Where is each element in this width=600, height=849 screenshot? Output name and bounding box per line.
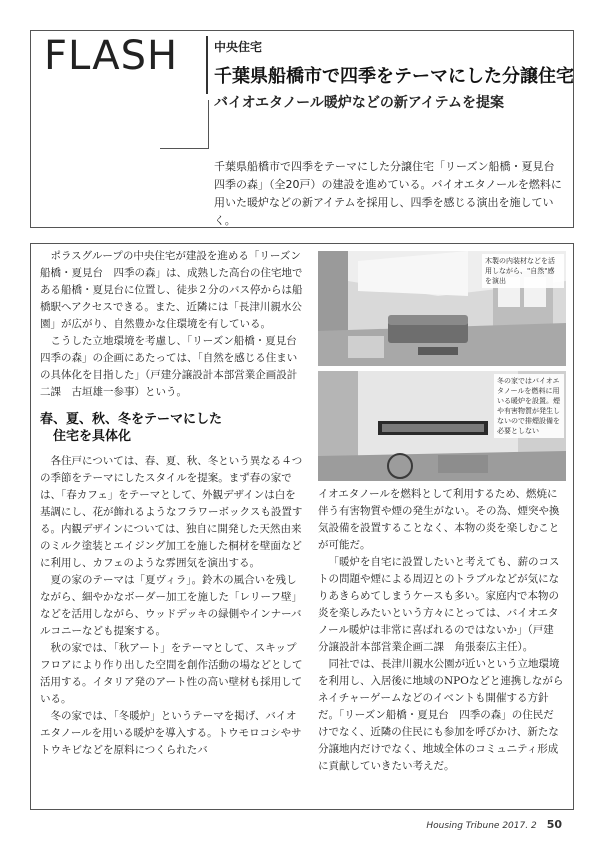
paragraph: ポラスグループの中央住宅が建設を進める「リーズン船橋・夏見台 四季の森」は、成熟した高台の住宅地である船橋・夏見台に位置し、徒歩２分のバス停からは船橋駅へアクセスできる。また、近隣には「長津川親水公園」が広がり、自然豊かな住環境を有している。 [40,250,303,330]
right-column [318,486,564,775]
paragraph: 冬の家では、「冬暖炉」というテーマを掲げ、バイオエタノールを用いる暖炉を導入する。トウモロコシやサトウキビなどを原料につくられたバ [40,710,302,756]
article-subtitle: バイオエタノール暖炉などの新アイテムを提案 [214,95,504,111]
page-number: 50 [546,818,562,831]
publication-name: Housing Tribune 2017. 2 [426,821,537,831]
left-column [40,248,308,759]
paragraph: 同社では、長津川親水公園が近いという立地環境を利用し、入居後に地域のNPOなどと連携しながらネイチャーゲームなどのイベントも開催する方針だ。「リーズン船橋・夏見台 四季の森」の住民だけでなく、近隣の住民にも参加を呼びかけ、新たな分譲地内だけでなく、地域全体のコミュニティ形成に貢献していきたい考えだ。 [318,658,564,772]
article-lead [214,158,564,230]
paragraph: 各住戸については、春、夏、秋、冬という異なる４つの季節をテーマにしたスタイルを提案。まず春の家では、「春カフェ」をテーマとして、外観デザインは白を基調にし、花が飾れるようなフラワーボックスも設置する。内観デザインについては、独自に開発した天然由来のミルク塗装とエイジング加工を施した桐材を壁面などに利用し、カフェのような雰囲気を演出する。 [40,455,303,569]
lead-line: 千葉県船橋市で四季をテーマにした分譲住宅「リーズン船橋・夏見台 [214,160,555,173]
paragraph: イオエタノールを燃料として利用するため、燃焼に伴う有害物質や煙の発生がない。その為、煙突や換気設備を設置することなく、本物の炎を楽しむことが可能だ。 [318,488,560,551]
photo-caption-1: 木製の内装材などを活用しながら、"自然"感を演出 [482,254,564,288]
subheading-line: 春、夏、秋、冬をテーマにした [40,412,223,427]
subheading [40,411,304,445]
photo-caption-2: 冬の家ではバイオエタノールを燃料に用いる暖炉を設置。煙や有害物質が発生しないので排煙設備を必要としない [494,374,564,438]
flash-divider [206,36,208,94]
header-notch [160,100,209,149]
paragraph: こうした立地環境を考慮し、「リーズン船橋・夏見台 四季の森」の企画にあたっては、「自然を感じる住まいの具体化を目指した」（戸建分譲設計本部営業企画設計二課 古垣雄一参事）という。 [40,335,308,398]
paragraph: 夏の家のテーマは「夏ヴィラ」。鈴木の風合いを残しながら、細やかなボーダー加工を施した「レリーフ壁」などを活用しながら、ウッドデッキの緑側やインナーバルコニーなども提案する。 [40,574,302,637]
paragraph: 秋の家では、「秋アート」をテーマとして、スキップフロアにより作り出した空間を創作活動の場などとして活用する。イタリア発のアート性の高い壁材も採用している。 [40,642,303,705]
section-tag: 中央住宅 [214,40,263,54]
paragraph: 「暖炉を自宅に設置したいと考えても、薪のコストの問題や煙による周辺とのトラブルなどが気になりあきらめてしまうケースも多い。家庭内で本物の炎を楽しみたいという方々にとっては、バイオエタノール暖炉は非常に喜ばれるのではないか」（戸建分譲設計本部営業企画二課 角張泰広主任）。 [318,556,560,653]
lead-line: 用いた暖炉などの新アイテムを採用し、四季を感じる演出を施していく。 [214,196,554,227]
article-title: 千葉県船橋市で四季をテーマにした分譲住宅 [214,66,574,87]
flash-label: FLASH [44,33,179,79]
lead-line: 四季の森」（全20戸）の建設を進めている。バイオエタノールを燃料に [214,178,562,191]
page-footer [426,818,562,831]
subheading-line: 住宅を具体化 [53,429,132,444]
